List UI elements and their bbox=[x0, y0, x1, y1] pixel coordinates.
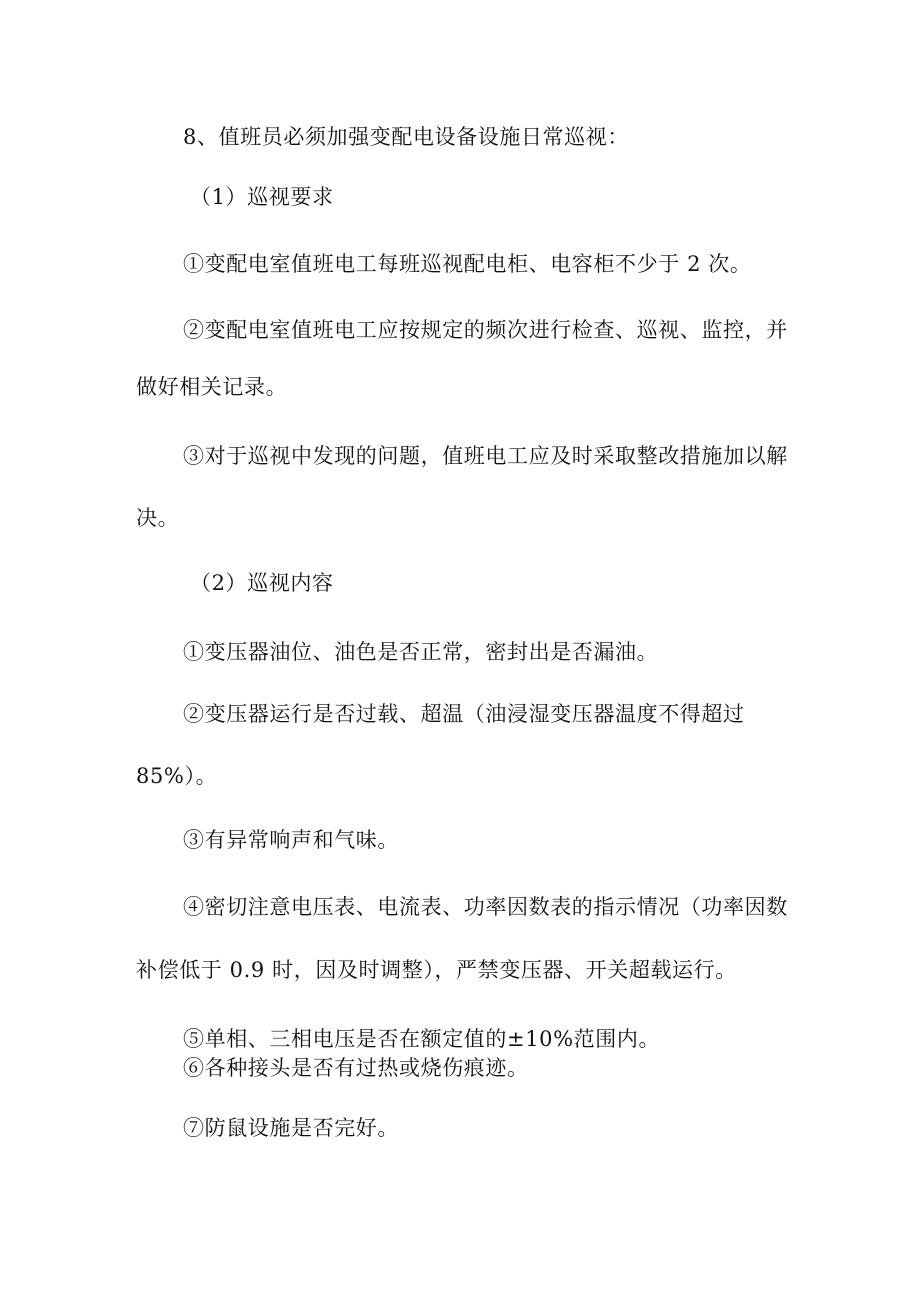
content-item-2-cont: 85%）。 bbox=[136, 764, 218, 788]
content-item-2: ②变压器运行是否过载、超温（油浸湿变压器温度不得超过 bbox=[183, 702, 745, 726]
subsection-title-requirements: （1）巡视要求 bbox=[190, 185, 334, 209]
content-item-6: ⑥各种接头是否有过热或烧伤痕迹。 bbox=[183, 1056, 529, 1080]
content-item-4: ④密切注意电压表、电流表、功率因数表的指示情况（功率因数 bbox=[183, 895, 788, 919]
requirement-item-1: ①变配电室值班电工每班巡视配电柜、电容柜不少于 2 次。 bbox=[183, 252, 752, 276]
content-item-7: ⑦防鼠设施是否完好。 bbox=[183, 1116, 399, 1140]
requirement-item-2: ②变配电室值班电工应按规定的频次进行检查、巡视、监控，并 bbox=[183, 318, 788, 342]
content-item-5: ⑤单相、三相电压是否在额定值的±10%范围内。 bbox=[183, 1027, 661, 1051]
requirement-item-3: ③对于巡视中发现的问题，值班电工应及时采取整改措施加以解 bbox=[183, 444, 788, 468]
subsection-title-contents: （2）巡视内容 bbox=[190, 571, 334, 595]
content-item-4-cont: 补偿低于 0.9 时，因及时调整），严禁变压器、开关超载运行。 bbox=[136, 958, 737, 982]
requirement-item-3-cont: 决。 bbox=[136, 506, 180, 530]
content-item-1: ①变压器油位、油色是否正常，密封出是否漏油。 bbox=[183, 640, 659, 664]
section-heading: 8、值班员必须加强变配电设备设施日常巡视： bbox=[183, 125, 629, 149]
content-item-3: ③有异常响声和气味。 bbox=[183, 828, 399, 852]
requirement-item-2-cont: 做好相关记录。 bbox=[136, 375, 288, 399]
